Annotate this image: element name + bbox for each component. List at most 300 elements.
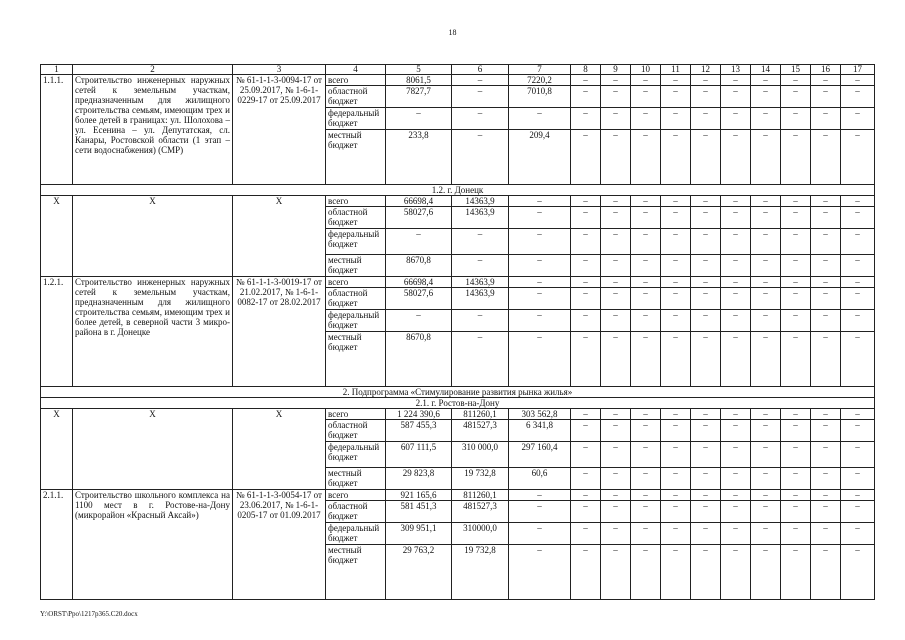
dash-cell: – — [781, 409, 811, 420]
funding-source: областной бюджет — [326, 288, 386, 310]
column-number-cell: 12 — [691, 65, 721, 75]
dash-cell: – — [631, 545, 661, 600]
project-name: Строительство инженерных наружных сетей к земельным участкам, предназначенным для жилищного строительства семьям, имеющим трех и более детей, в северной части 3 микро-района в г. Донецке — [73, 277, 233, 387]
dash-cell: – — [631, 420, 661, 442]
value-col6: – — [452, 108, 509, 130]
column-number-cell: 14 — [751, 65, 781, 75]
section-heading: 1.2. г. Донецк — [41, 185, 875, 196]
dash-cell: – — [721, 490, 751, 501]
document-reference: Х — [233, 409, 326, 490]
value-col7: 7010,8 — [509, 86, 571, 108]
dash-cell: – — [631, 255, 661, 277]
dash-cell: – — [631, 277, 661, 288]
dash-cell: – — [721, 277, 751, 288]
dash-cell: – — [751, 75, 781, 86]
dash-cell: – — [751, 288, 781, 310]
dash-cell: – — [661, 86, 691, 108]
dash-cell: – — [691, 288, 721, 310]
dash-cell: – — [811, 288, 841, 310]
funding-source: областной бюджет — [326, 420, 386, 442]
dash-cell: – — [661, 130, 691, 185]
column-number-cell: 10 — [631, 65, 661, 75]
dash-cell: – — [631, 288, 661, 310]
dash-cell: – — [811, 545, 841, 600]
dash-cell: – — [841, 442, 875, 468]
dash-cell: – — [781, 86, 811, 108]
dash-cell: – — [571, 86, 601, 108]
value-col6: – — [452, 255, 509, 277]
value-col5: 607 111,5 — [386, 442, 452, 468]
dash-cell: – — [661, 196, 691, 207]
value-col6: – — [452, 130, 509, 185]
value-col6: 19 732,8 — [452, 545, 509, 600]
column-number-cell: 4 — [326, 65, 386, 75]
dash-cell: – — [571, 420, 601, 442]
dash-cell: – — [631, 229, 661, 255]
dash-cell: – — [721, 442, 751, 468]
dash-cell: – — [691, 523, 721, 545]
column-number-cell: 8 — [571, 65, 601, 75]
dash-cell: – — [571, 442, 601, 468]
value-col6: – — [452, 332, 509, 387]
value-col7: 6 341,8 — [509, 420, 571, 442]
dash-cell: – — [781, 196, 811, 207]
value-col7: – — [509, 229, 571, 255]
dash-cell: – — [661, 229, 691, 255]
dash-cell: – — [811, 130, 841, 185]
column-number-cell: 16 — [811, 65, 841, 75]
dash-cell: – — [781, 207, 811, 229]
funding-source: всего — [326, 409, 386, 420]
dash-cell: – — [571, 310, 601, 332]
dash-cell: – — [751, 490, 781, 501]
dash-cell: – — [661, 468, 691, 490]
funding-source: областной бюджет — [326, 86, 386, 108]
funding-source: местный бюджет — [326, 130, 386, 185]
dash-cell: – — [811, 420, 841, 442]
dash-cell: – — [571, 409, 601, 420]
dash-cell: – — [721, 501, 751, 523]
dash-cell: – — [781, 468, 811, 490]
value-col5: 233,8 — [386, 130, 452, 185]
dash-cell: – — [661, 409, 691, 420]
project-name: Строительство школьного комплекса на 1100 мест в г. Ростове-на-Дону (микрорайон «Красный Аксай») — [73, 490, 233, 600]
value-col5: 8670,8 — [386, 255, 452, 277]
dash-cell: – — [841, 196, 875, 207]
document-reference: № 61-1-1-3-0054-17 от 23.06.2017, № 1-6-1-0205-17 от 01.09.2017 — [233, 490, 326, 600]
dash-cell: – — [661, 332, 691, 387]
value-col7: – — [509, 523, 571, 545]
value-col7: – — [509, 332, 571, 387]
dash-cell: – — [781, 277, 811, 288]
funding-source: всего — [326, 196, 386, 207]
value-col7: – — [509, 545, 571, 600]
dash-cell: – — [781, 229, 811, 255]
value-col6: 811260,1 — [452, 409, 509, 420]
value-col7: 303 562,8 — [509, 409, 571, 420]
value-col5: 66698,4 — [386, 196, 452, 207]
column-number-cell: 1 — [41, 65, 73, 75]
dash-cell: – — [781, 108, 811, 130]
dash-cell: – — [751, 545, 781, 600]
dash-cell: – — [841, 130, 875, 185]
dash-cell: – — [721, 468, 751, 490]
dash-cell: – — [721, 130, 751, 185]
dash-cell: – — [841, 420, 875, 442]
value-col5: 66698,4 — [386, 277, 452, 288]
value-col6: 481527,3 — [452, 501, 509, 523]
value-col7: – — [509, 108, 571, 130]
dash-cell: – — [721, 332, 751, 387]
dash-cell: – — [781, 255, 811, 277]
dash-cell: – — [601, 255, 631, 277]
dash-cell: – — [751, 196, 781, 207]
funding-source: федеральный бюджет — [326, 229, 386, 255]
dash-cell: – — [721, 108, 751, 130]
dash-cell: – — [661, 288, 691, 310]
dash-cell: – — [571, 229, 601, 255]
column-number-cell: 13 — [721, 65, 751, 75]
dash-cell: – — [691, 332, 721, 387]
value-col5: – — [386, 310, 452, 332]
dash-cell: – — [631, 409, 661, 420]
value-col7: – — [509, 207, 571, 229]
dash-cell: – — [571, 75, 601, 86]
dash-cell: – — [631, 108, 661, 130]
value-col5: 8670,8 — [386, 332, 452, 387]
section-heading-row — [41, 398, 875, 409]
dash-cell: – — [631, 442, 661, 468]
section-heading: 2.1. г. Ростов-на-Дону — [41, 398, 875, 409]
column-number-cell: 17 — [841, 65, 875, 75]
dash-cell: – — [721, 420, 751, 442]
dash-cell: – — [751, 468, 781, 490]
dash-cell: – — [691, 310, 721, 332]
column-number-cell: 6 — [452, 65, 509, 75]
dash-cell: – — [841, 229, 875, 255]
value-col6: 481527,3 — [452, 420, 509, 442]
project-name: Х — [73, 409, 233, 490]
dash-cell: – — [781, 310, 811, 332]
funding-source: федеральный бюджет — [326, 310, 386, 332]
funding-source: всего — [326, 75, 386, 86]
dash-cell: – — [571, 277, 601, 288]
value-col7: 60,6 — [509, 468, 571, 490]
dash-cell: – — [661, 277, 691, 288]
dash-cell: – — [811, 501, 841, 523]
dash-cell: – — [751, 108, 781, 130]
funding-source: всего — [326, 490, 386, 501]
dash-cell: – — [841, 288, 875, 310]
dash-cell: – — [631, 130, 661, 185]
project-name: Х — [73, 196, 233, 277]
dash-cell: – — [601, 75, 631, 86]
dash-cell: – — [631, 86, 661, 108]
item-number: 1.1.1. — [41, 75, 73, 185]
dash-cell: – — [601, 130, 631, 185]
dash-cell: – — [661, 523, 691, 545]
funding-source: всего — [326, 277, 386, 288]
dash-cell: – — [691, 420, 721, 442]
value-col7: – — [509, 310, 571, 332]
dash-cell: – — [601, 442, 631, 468]
dash-cell: – — [691, 277, 721, 288]
dash-cell: – — [751, 130, 781, 185]
dash-cell: – — [601, 468, 631, 490]
dash-cell: – — [661, 420, 691, 442]
dash-cell: – — [631, 332, 661, 387]
dash-cell: – — [781, 442, 811, 468]
dash-cell: – — [841, 310, 875, 332]
dash-cell: – — [811, 108, 841, 130]
dash-cell: – — [691, 409, 721, 420]
dash-cell: – — [631, 207, 661, 229]
dash-cell: – — [811, 442, 841, 468]
document-reference: Х — [233, 196, 326, 277]
dash-cell: – — [841, 501, 875, 523]
dash-cell: – — [601, 490, 631, 501]
dash-cell: – — [601, 86, 631, 108]
section-heading-row — [41, 387, 875, 398]
value-col6: 310 000,0 — [452, 442, 509, 468]
dash-cell: – — [811, 468, 841, 490]
dash-cell: – — [841, 523, 875, 545]
dash-cell: – — [811, 523, 841, 545]
dash-cell: – — [811, 277, 841, 288]
dash-cell: – — [751, 409, 781, 420]
dash-cell: – — [691, 490, 721, 501]
value-col5: 921 165,6 — [386, 490, 452, 501]
dash-cell: – — [691, 196, 721, 207]
value-col5: 29 823,8 — [386, 468, 452, 490]
dash-cell: – — [631, 501, 661, 523]
dash-cell: – — [811, 207, 841, 229]
dash-cell: – — [751, 310, 781, 332]
value-col6: 310000,0 — [452, 523, 509, 545]
dash-cell: – — [601, 207, 631, 229]
dash-cell: – — [811, 409, 841, 420]
dash-cell: – — [571, 490, 601, 501]
dash-cell: – — [571, 501, 601, 523]
dash-cell: – — [811, 490, 841, 501]
column-number-cell: 7 — [509, 65, 571, 75]
dash-cell: – — [601, 545, 631, 600]
dash-cell: – — [691, 207, 721, 229]
dash-cell: – — [631, 490, 661, 501]
dash-cell: – — [691, 255, 721, 277]
dash-cell: – — [631, 310, 661, 332]
dash-cell: – — [751, 501, 781, 523]
dash-cell: – — [721, 196, 751, 207]
value-col5: 581 451,3 — [386, 501, 452, 523]
column-number-cell: 2 — [73, 65, 233, 75]
dash-cell: – — [781, 130, 811, 185]
dash-cell: – — [751, 420, 781, 442]
dash-cell: – — [721, 545, 751, 600]
funding-source: федеральный бюджет — [326, 108, 386, 130]
dash-cell: – — [721, 310, 751, 332]
dash-cell: – — [841, 490, 875, 501]
dash-cell: – — [571, 288, 601, 310]
section-heading: 2. Подпрограмма «Стимулирование развития рынка жилья» — [41, 387, 875, 398]
dash-cell: – — [571, 207, 601, 229]
value-col5: 7827,7 — [386, 86, 452, 108]
dash-cell: – — [571, 545, 601, 600]
funding-source: местный бюджет — [326, 545, 386, 600]
value-col5: 58027,6 — [386, 207, 452, 229]
dash-cell: – — [841, 207, 875, 229]
dash-cell: – — [691, 130, 721, 185]
dash-cell: – — [601, 332, 631, 387]
budget-table — [40, 64, 875, 600]
table-row — [41, 75, 875, 86]
dash-cell: – — [571, 468, 601, 490]
dash-cell: – — [601, 523, 631, 545]
dash-cell: – — [721, 229, 751, 255]
value-col7: 297 160,4 — [509, 442, 571, 468]
column-number-cell: 9 — [601, 65, 631, 75]
dash-cell: – — [751, 332, 781, 387]
dash-cell: – — [751, 523, 781, 545]
column-number-cell: 15 — [781, 65, 811, 75]
value-col6: – — [452, 75, 509, 86]
funding-source: местный бюджет — [326, 255, 386, 277]
dash-cell: – — [781, 420, 811, 442]
dash-cell: – — [631, 523, 661, 545]
table-row — [41, 196, 875, 207]
dash-cell: – — [601, 409, 631, 420]
dash-cell: – — [841, 277, 875, 288]
dash-cell: – — [601, 277, 631, 288]
dash-cell: – — [661, 75, 691, 86]
dash-cell: – — [661, 501, 691, 523]
column-number-cell: 11 — [661, 65, 691, 75]
dash-cell: – — [601, 310, 631, 332]
dash-cell: – — [691, 442, 721, 468]
dash-cell: – — [841, 332, 875, 387]
dash-cell: – — [631, 196, 661, 207]
dash-cell: – — [661, 255, 691, 277]
document-reference: № 61-1-1-3-0094-17 от 25.09.2017, № 1-6-1-0229-17 от 25.09.2017 — [233, 75, 326, 185]
dash-cell: – — [841, 468, 875, 490]
dash-cell: – — [721, 207, 751, 229]
dash-cell: – — [631, 75, 661, 86]
dash-cell: – — [601, 288, 631, 310]
column-number-cell: 5 — [386, 65, 452, 75]
dash-cell: – — [691, 108, 721, 130]
dash-cell: – — [691, 501, 721, 523]
funding-source: местный бюджет — [326, 332, 386, 387]
dash-cell: – — [691, 468, 721, 490]
dash-cell: – — [721, 86, 751, 108]
dash-cell: – — [721, 255, 751, 277]
dash-cell: – — [811, 255, 841, 277]
dash-cell: – — [781, 332, 811, 387]
document-reference: № 61-1-1-3-0019-17 от 21.02.2017, № 1-6-1-0082-17 от 28.02.2017 — [233, 277, 326, 387]
page-number: 18 — [448, 28, 457, 37]
dash-cell: – — [781, 545, 811, 600]
funding-source: местный бюджет — [326, 468, 386, 490]
dash-cell: – — [781, 523, 811, 545]
value-col6: – — [452, 229, 509, 255]
value-col5: 309 951,1 — [386, 523, 452, 545]
dash-cell: – — [781, 288, 811, 310]
funding-source: областной бюджет — [326, 207, 386, 229]
dash-cell: – — [721, 523, 751, 545]
dash-cell: – — [811, 332, 841, 387]
item-number: 1.2.1. — [41, 277, 73, 387]
column-number-row — [41, 65, 875, 75]
dash-cell: – — [601, 501, 631, 523]
value-col7: – — [509, 277, 571, 288]
item-number: Х — [41, 409, 73, 490]
dash-cell: – — [601, 108, 631, 130]
table-row — [41, 490, 875, 501]
value-col7: – — [509, 490, 571, 501]
dash-cell: – — [811, 75, 841, 86]
dash-cell: – — [631, 468, 661, 490]
dash-cell: – — [841, 75, 875, 86]
table-row — [41, 409, 875, 420]
value-col7: – — [509, 196, 571, 207]
funding-source: федеральный бюджет — [326, 442, 386, 468]
dash-cell: – — [721, 75, 751, 86]
dash-cell: – — [661, 310, 691, 332]
dash-cell: – — [601, 420, 631, 442]
value-col6: – — [452, 310, 509, 332]
dash-cell: – — [841, 108, 875, 130]
dash-cell: – — [781, 490, 811, 501]
project-name: Строительство инженерных наружных сетей к земельным участкам, предназначенным для жилищного строительства семьям, имеющим трех и более детей в границах: ул. Шолохова – ул. Есенина – ул. Депутатская, сл. Канары, Ростовской области (1 этап – сети водоснабжения) (СМР) — [73, 75, 233, 185]
item-number: 2.1.1. — [41, 490, 73, 600]
value-col6: 14363,9 — [452, 196, 509, 207]
dash-cell: – — [811, 310, 841, 332]
funding-source: федеральный бюджет — [326, 523, 386, 545]
dash-cell: – — [571, 523, 601, 545]
value-col5: – — [386, 108, 452, 130]
item-number: Х — [41, 196, 73, 277]
dash-cell: – — [601, 229, 631, 255]
dash-cell: – — [661, 108, 691, 130]
dash-cell: – — [751, 207, 781, 229]
value-col6: 19 732,8 — [452, 468, 509, 490]
value-col5: 587 455,3 — [386, 420, 452, 442]
dash-cell: – — [751, 229, 781, 255]
value-col7: – — [509, 255, 571, 277]
dash-cell: – — [691, 86, 721, 108]
dash-cell: – — [571, 130, 601, 185]
dash-cell: – — [661, 545, 691, 600]
dash-cell: – — [661, 442, 691, 468]
dash-cell: – — [691, 75, 721, 86]
column-number-cell: 3 — [233, 65, 326, 75]
table-row — [41, 277, 875, 288]
value-col5: – — [386, 229, 452, 255]
dash-cell: – — [691, 229, 721, 255]
dash-cell: – — [841, 86, 875, 108]
dash-cell: – — [781, 75, 811, 86]
dash-cell: – — [811, 196, 841, 207]
dash-cell: – — [811, 229, 841, 255]
value-col6: 14363,9 — [452, 288, 509, 310]
file-path-footer: Y:\ORST\Ppo\1217p365.C20.docx — [40, 610, 138, 618]
value-col7: – — [509, 501, 571, 523]
dash-cell: – — [571, 332, 601, 387]
dash-cell: – — [781, 501, 811, 523]
dash-cell: – — [751, 442, 781, 468]
dash-cell: – — [661, 490, 691, 501]
funding-source: областной бюджет — [326, 501, 386, 523]
